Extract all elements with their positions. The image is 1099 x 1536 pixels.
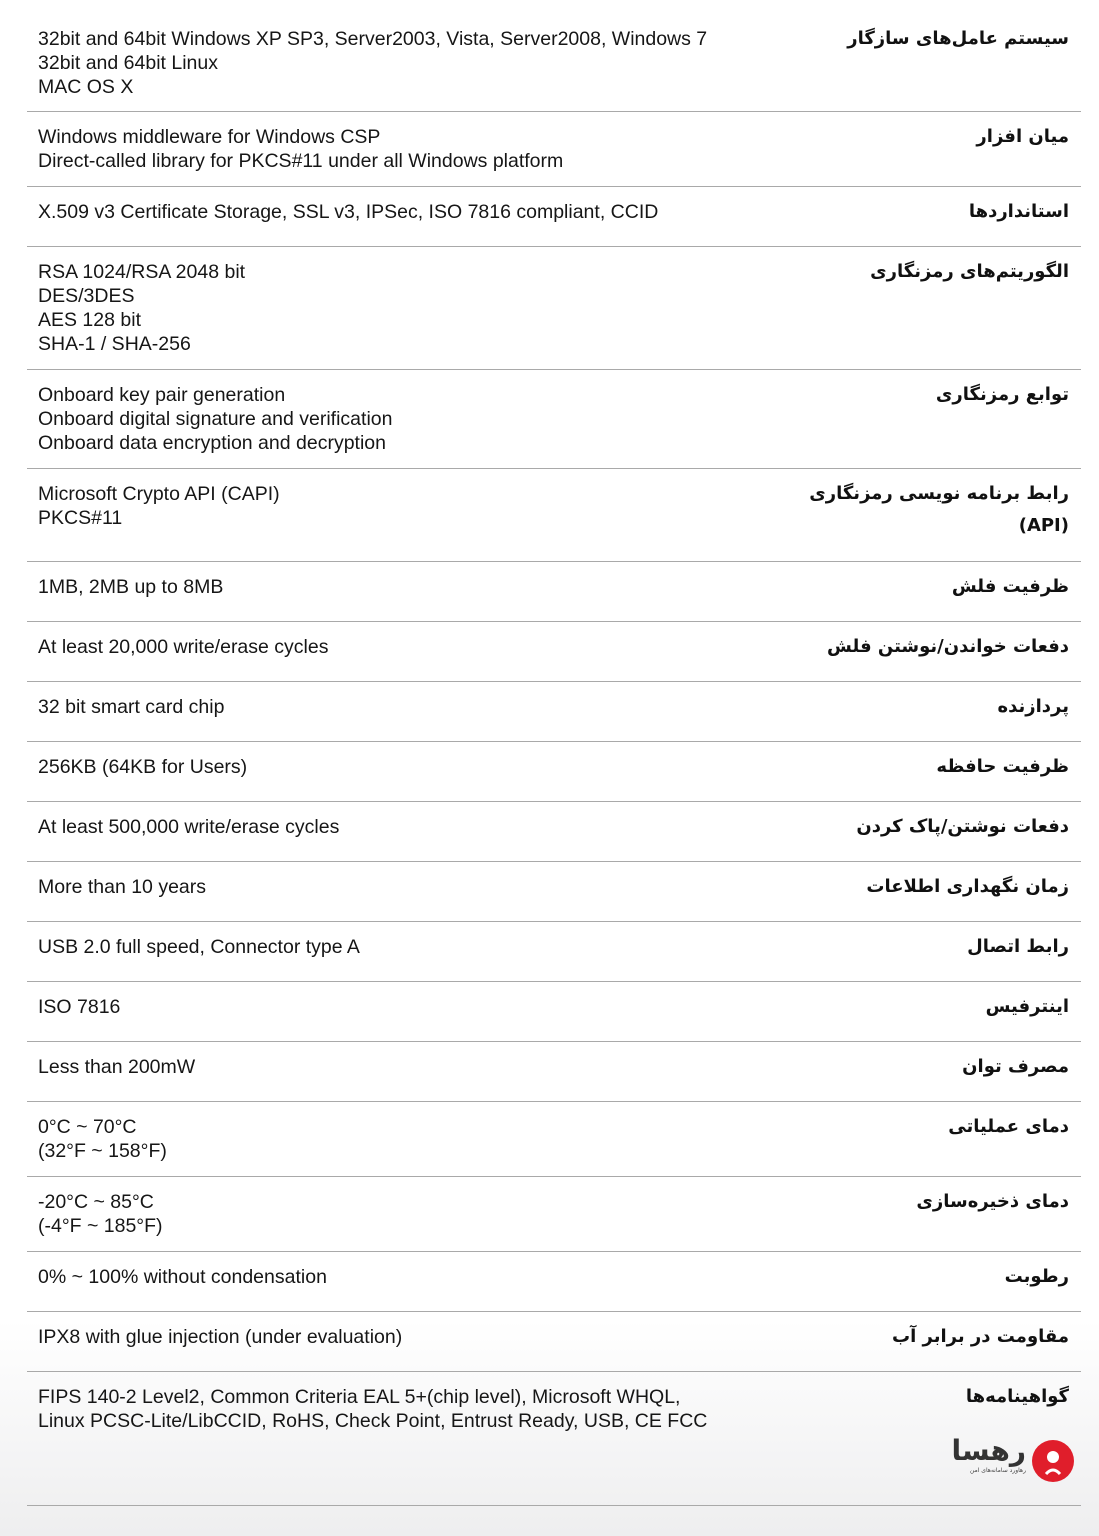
spec-row (27, 862, 1081, 922)
spec-row (27, 802, 1081, 862)
spec-row (27, 922, 1081, 982)
spec-label: مصرف توان (962, 1056, 1069, 1077)
spec-table (27, 14, 1081, 1444)
spec-label: پردازنده (997, 696, 1069, 717)
spec-row (27, 112, 1081, 187)
spec-label: رابط برنامه نویسی رمزنگاری (API) (809, 483, 1069, 536)
rahsa-logo-icon (1030, 1438, 1076, 1484)
spec-row (27, 1372, 1081, 1444)
spec-value: Onboard key pair generation Onboard digital signature and verification Onboard data encryption and decryption (38, 384, 393, 454)
spec-value: At least 500,000 write/erase cycles (38, 816, 340, 838)
spec-value: FIPS 140-2 Level2, Common Criteria EAL 5+(chip level), Microsoft WHQL, Linux PCSC-Lite/LibCCID, RoHS, Check Point, Entrust Ready, USB, CE FCC (38, 1386, 708, 1432)
spec-value: X.509 v3 Certificate Storage, SSL v3, IPSec, ISO 7816 compliant, CCID (38, 201, 659, 223)
spec-value: Windows middleware for Windows CSP Direct-called library for PKCS#11 under all Windows platform (38, 126, 564, 172)
spec-value: ISO 7816 (38, 996, 121, 1018)
spec-row (27, 1102, 1081, 1177)
spec-row (27, 1177, 1081, 1252)
spec-label: الگوریتم‌های رمزنگاری (870, 261, 1069, 282)
spec-value: 256KB (64KB for Users) (38, 756, 248, 778)
spec-row (27, 622, 1081, 682)
spec-label: دمای ذخیره‌سازی (916, 1191, 1069, 1212)
spec-value: 0% ~ 100% without condensation (38, 1266, 327, 1288)
spec-label: رطوبت (1004, 1266, 1069, 1287)
spec-row (27, 682, 1081, 742)
spec-row (27, 1312, 1081, 1372)
spec-row (27, 562, 1081, 622)
spec-row (27, 187, 1081, 247)
spec-row (27, 1252, 1081, 1312)
spec-value: -20°C ~ 85°C (-4°F ~ 185°F) (38, 1191, 163, 1237)
spec-value: 32 bit smart card chip (38, 696, 225, 718)
logo-tagline: رهاورد سامانه‌های امن (969, 1467, 1026, 1474)
spec-row (27, 247, 1081, 370)
spec-row (27, 1042, 1081, 1102)
spec-value: USB 2.0 full speed, Connector type A (38, 936, 360, 958)
spec-label: ظرفیت حافظه (936, 756, 1069, 777)
spec-value: At least 20,000 write/erase cycles (38, 636, 329, 658)
spec-label: دفعات نوشتن/پاک کردن (856, 816, 1069, 837)
logo-name: رهسا (951, 1434, 1026, 1467)
spec-value: 32bit and 64bit Windows XP SP3, Server2003, Vista, Server2008, Windows 7 32bit and 64bit Linux MAC OS X (38, 28, 708, 98)
spec-label: توابع رمزنگاری (935, 384, 1069, 405)
spec-row (27, 982, 1081, 1042)
spec-label: سیستم عامل‌های سازگار (847, 28, 1069, 49)
spec-label: رابط اتصال (967, 936, 1069, 957)
footer-divider (27, 1505, 1081, 1506)
spec-label: ظرفیت فلش (951, 576, 1069, 597)
company-logo (946, 1434, 1078, 1486)
spec-label: میان افزار (976, 126, 1069, 147)
spec-label: گواهینامه‌ها (965, 1386, 1069, 1407)
spec-label: مقاومت در برابر آب (892, 1326, 1069, 1347)
spec-row (27, 469, 1081, 562)
spec-label: دمای عملیاتی (948, 1116, 1069, 1137)
spec-value: Microsoft Crypto API (CAPI) PKCS#11 (38, 483, 280, 529)
spec-label: زمان نگهداری اطلاعات (866, 876, 1069, 897)
spec-value: Less than 200mW (38, 1056, 196, 1078)
spec-row (27, 14, 1081, 112)
spec-value: RSA 1024/RSA 2048 bit DES/3DES AES 128 bit SHA-1 / SHA-256 (38, 261, 246, 355)
spec-row (27, 370, 1081, 469)
spec-value: IPX8 with glue injection (under evaluation) (38, 1326, 403, 1348)
spec-value: More than 10 years (38, 876, 207, 898)
spec-row (27, 742, 1081, 802)
spec-value: 1MB, 2MB up to 8MB (38, 576, 224, 598)
spec-label: اینترفیس (985, 996, 1069, 1017)
spec-value: 0°C ~ 70°C (32°F ~ 158°F) (38, 1116, 167, 1162)
spec-label: دفعات خواندن/نوشتن فلش (827, 636, 1069, 657)
spec-label: استانداردها (968, 201, 1069, 222)
